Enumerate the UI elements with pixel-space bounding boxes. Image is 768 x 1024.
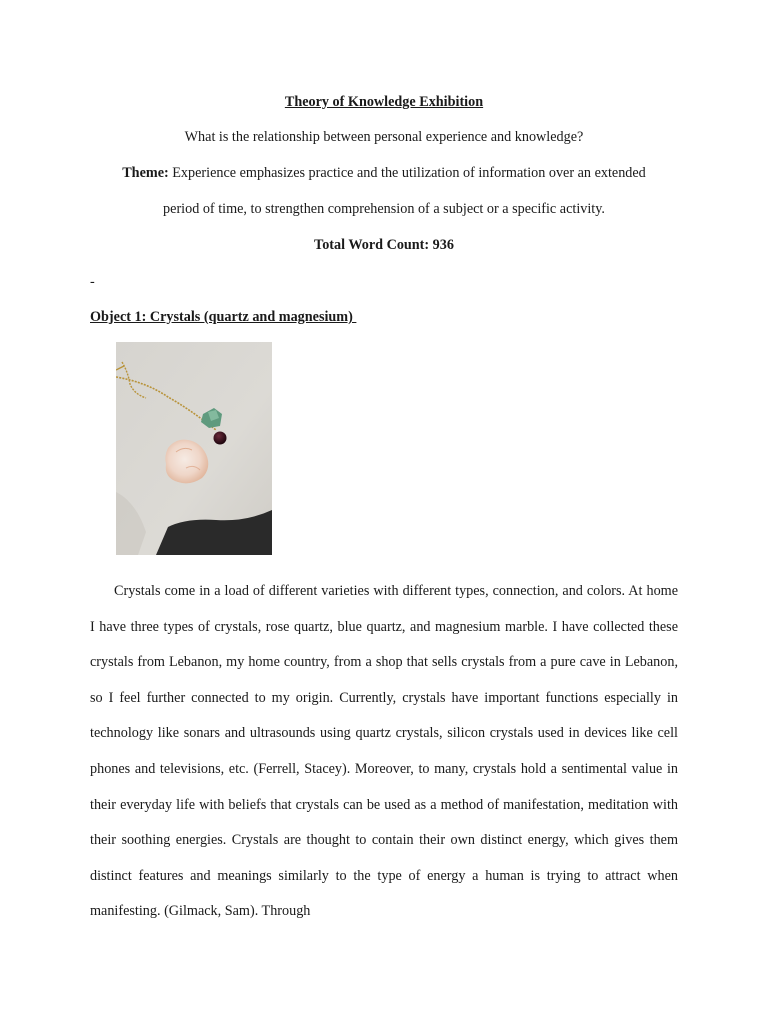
theme-text-line-2: period of time, to strengthen comprehension of a subject or a specific activity. <box>163 201 605 217</box>
dash-marker: - <box>90 274 95 290</box>
theme-text-line-1: Experience emphasizes practice and the utilization of information over an extended <box>168 165 646 181</box>
object-heading: Object 1: Crystals (quartz and magnesium) <box>90 309 357 325</box>
theme-line-1 <box>0 165 768 182</box>
theme-label: Theme: <box>122 165 169 181</box>
crystals-photo <box>116 342 272 555</box>
word-count: Total Word Count: 936 <box>314 237 454 253</box>
body-paragraph: Crystals come in a load of different varieties with different types, connection, and colors. At home I have three types of crystals, rose quartz, blue quartz, and magnesium marble. I have collected these crystals from Lebanon, my home country, from a shop that sells crystals from a pure cave in Lebanon, so I feel further connected to my origin. Currently, crystals have important functions especially in technology like sonars and ultrasounds using quartz crystals, silicon crystals used in devices like cell phones and televisions, etc. (Ferrell, Stacey). Moreover, to many, crystals hold a sentimental value in their everyday life with beliefs that crystals can be used as a method of manifestation, meditation with their soothing energies. Crystals are thought to contain their own distinct energy, which gives them distinct features and meanings similarly to the type of energy a human is trying to attract when manifesting. (Gilmack, Sam). Through <box>90 583 678 920</box>
document-title: Theory of Knowledge Exhibition <box>284 94 484 110</box>
research-question: What is the relationship between personal experience and knowledge? <box>184 129 584 145</box>
